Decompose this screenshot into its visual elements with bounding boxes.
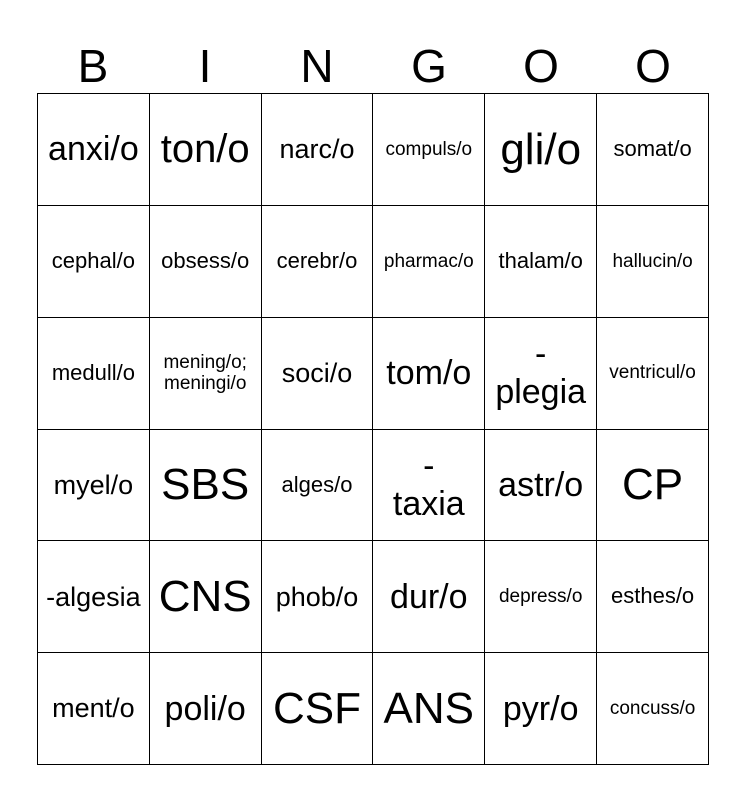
bingo-cell[interactable]: soci/o [262,318,374,430]
header-letter-o-2: O [635,40,671,92]
bingo-cell[interactable]: -algesia [38,541,150,653]
header-letter-g: G [411,40,447,92]
bingo-cell[interactable]: alges/o [262,430,374,542]
bingo-cell[interactable]: tom/o [373,318,485,430]
header-letter-i: I [198,40,212,92]
bingo-cell[interactable]: -taxia [373,430,485,542]
bingo-cell[interactable]: somat/o [597,94,709,206]
bingo-cell[interactable]: pharmac/o [373,206,485,318]
bingo-cell[interactable]: ton/o [150,94,262,206]
bingo-cell[interactable]: ventricul/o [597,318,709,430]
bingo-cell[interactable]: SBS [150,430,262,542]
bingo-cell[interactable]: gli/o [485,94,597,206]
bingo-cell[interactable]: hallucin/o [597,206,709,318]
bingo-cell[interactable]: ment/o [38,653,150,765]
bingo-cell[interactable]: phob/o [262,541,374,653]
bingo-cell[interactable]: myel/o [38,430,150,542]
bingo-cell[interactable]: thalam/o [485,206,597,318]
bingo-cell[interactable]: dur/o [373,541,485,653]
bingo-cell[interactable]: compuls/o [373,94,485,206]
bingo-cell[interactable]: -plegia [485,318,597,430]
header-letter-n: N [300,40,334,92]
bingo-cell[interactable]: poli/o [150,653,262,765]
bingo-cell[interactable]: depress/o [485,541,597,653]
bingo-cell[interactable]: CSF [262,653,374,765]
bingo-cell[interactable]: concuss/o [597,653,709,765]
bingo-cell[interactable]: narc/o [262,94,374,206]
bingo-cell[interactable]: obsess/o [150,206,262,318]
bingo-header [37,38,709,94]
bingo-grid [37,93,709,765]
bingo-cell[interactable]: CNS [150,541,262,653]
bingo-cell[interactable]: ANS [373,653,485,765]
bingo-cell[interactable]: medull/o [38,318,150,430]
bingo-cell[interactable]: cephal/o [38,206,150,318]
bingo-cell[interactable]: esthes/o [597,541,709,653]
bingo-cell[interactable]: astr/o [485,430,597,542]
bingo-cell[interactable]: anxi/o [38,94,150,206]
bingo-cell[interactable]: cerebr/o [262,206,374,318]
bingo-cell[interactable]: CP [597,430,709,542]
bingo-cell[interactable]: pyr/o [485,653,597,765]
header-letter-b: B [77,40,109,92]
bingo-cell[interactable]: mening/o; meningi/o [150,318,262,430]
header-letter-o: O [523,40,559,92]
